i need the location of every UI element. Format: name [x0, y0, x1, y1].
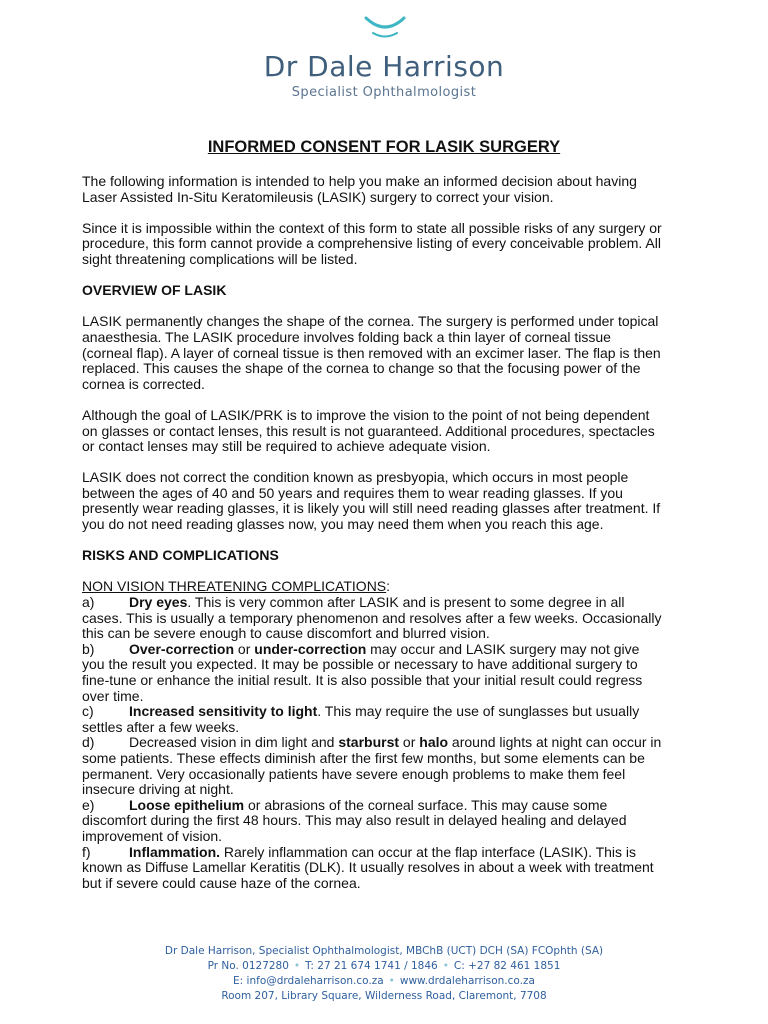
separator-dot-icon: • [293, 960, 301, 972]
risks-subheading-suffix: : [386, 578, 391, 595]
item-bold-1: Loose epithelium [129, 796, 245, 813]
item-text-2: may occur and LASIK surgery may not give you the result you expected. It may be possible or necessary to have additional surgery to fine-tune or enhance the initial result. It is also possible that your initial result could regress over time. [82, 640, 643, 704]
item-bold-1: Over-correction [129, 640, 235, 657]
separator-dot-icon: • [388, 975, 395, 987]
brand-name: Dr Dale Harrison [263, 50, 505, 83]
overview-paragraph-1: LASIK permanently changes the shape of the cornea. The surgery is performed under topical anaesthesia. The LASIK procedure involves folding back a thin layer of corneal tissue (corneal flap). A layer of corneal tissue is then removed with an excimer laser. The flap is then replaced. This causes the shape of the cornea to change so that the focusing power of the cornea is corrected. [82, 313, 661, 392]
item-text-1: . This is very common after LASIK and is present to some degree in all cases. This is usually a temporary phenomenon and resolves after a few weeks. Occasionally this can be severe enough to cause discomfort and blurred vision. [82, 594, 662, 642]
footer-practice-number: Pr No. 0127280 [207, 960, 289, 972]
footer-contact-line [0, 959, 768, 974]
item-text-1: Decreased vision in dim light and [129, 734, 339, 751]
intro-paragraph-2: Since it is impossible within the context of this form to state all possible risks of any surgery or procedure, this form cannot provide a comprehensive listing of every conceivable problem. All sight threatening complications will be listed. [82, 219, 662, 267]
risks-subheading [82, 579, 664, 595]
item-letter: a) [82, 594, 95, 611]
footer-address: Room 207, Library Square, Wilderness Road, Claremont, 7708 [221, 990, 547, 1002]
footer-telephone: T: 27 21 674 1741 / 1846 [305, 960, 438, 972]
eye-logo-icon [364, 14, 406, 40]
list-item [82, 642, 664, 704]
footer-website: www.drdaleharrison.co.za [399, 975, 535, 987]
overview-paragraph-3: LASIK does not correct the condition known as presbyopia, which occurs in most people between the ages of 40 and 50 years and requires them to wear reading glasses. If you presently wear reading glasses, it is likely you will still need reading glasses after treatment. If you do not need reading glasses now, you may need them when you reach this age. [82, 469, 661, 533]
footer-credentials: Dr Dale Harrison, Specialist Ophthalmologist, MBChB (UCT) DCH (SA) FCOphth (SA) [164, 945, 604, 957]
footer-cell: C: +27 82 461 1851 [453, 960, 561, 972]
risks-heading: RISKS AND COMPLICATIONS [82, 547, 279, 564]
risks-subheading-text: NON VISION THREATENING COMPLICATIONS [82, 578, 387, 595]
separator-dot-icon: • [442, 960, 449, 972]
item-text-3: around lights at night can occur in some patients. These effects diminish after the first few months, but some elements can be permanent. Very occasionally patients have severe enough problems to make them feel insecure driving at night. [82, 734, 662, 798]
item-bold-1: Dry eyes [129, 594, 188, 611]
item-letter: b) [82, 640, 95, 657]
list-item [82, 845, 664, 892]
item-letter: f) [82, 843, 91, 860]
item-bold-1: Increased sensitivity to light [129, 703, 318, 720]
list-item [82, 595, 664, 642]
item-text-1: Rarely inflammation can occur at the flap interface (LASIK). This is known as Diffuse Lamellar Keratitis (DLK). It usually resolves in about a week with treatment but if severe could cause haze of the cornea. [82, 843, 654, 891]
overview-heading: OVERVIEW OF LASIK [82, 282, 227, 299]
item-letter: c) [82, 703, 94, 720]
item-text-2: or [399, 734, 420, 751]
letterhead-footer [0, 944, 768, 1004]
item-letter: d) [82, 734, 95, 751]
item-bold-1: Inflammation. [129, 843, 221, 860]
intro-paragraph-1: The following information is intended to help you make an informed decision about having Laser Assisted In-Situ Keratomileusis (LASIK) surgery to correct your vision. [82, 173, 637, 205]
footer-email: E: info@drdaleharrison.co.za [233, 975, 384, 987]
document-title: INFORMED CONSENT FOR LASIK SURGERY [207, 138, 561, 156]
item-text-1: or abrasions of the corneal surface. This may cause some discomfort during the first 48 hours. This may also result in delayed healing and delayed improvement of vision. [82, 796, 627, 844]
document-body [82, 174, 664, 891]
list-item [82, 735, 664, 797]
item-text-1: or [234, 640, 255, 657]
item-letter: e) [82, 796, 95, 813]
item-bold-2: under-correction [254, 640, 367, 657]
brand-subtitle: Specialist Ophthalmologist [291, 85, 477, 100]
list-item [82, 704, 664, 735]
list-item [82, 798, 664, 845]
footer-web-line [0, 974, 768, 989]
item-bold-3: halo [419, 734, 449, 751]
item-text-1: . This may require the use of sunglasses but usually settles after a few weeks. [82, 703, 640, 735]
item-bold-2: starburst [338, 734, 400, 751]
overview-paragraph-2: Although the goal of LASIK/PRK is to improve the vision to the point of not being dependent on glasses or contact lenses, this result is not guaranteed. Additional procedures, spectacles or contact lenses may still be required to achieve adequate vision. [82, 406, 655, 455]
